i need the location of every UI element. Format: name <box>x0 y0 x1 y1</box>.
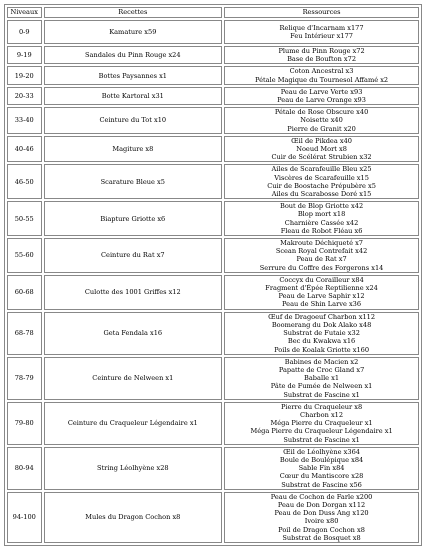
resource-item: Substrat de Fascine x1 <box>283 390 360 399</box>
resource-item: Noisette x40 <box>300 116 343 125</box>
recipe-cell: Ceinture du Rat x7 <box>44 238 223 273</box>
resource-item: Bec du Kwakwa x16 <box>287 337 356 346</box>
resource-item: Boule de Boulépique x84 <box>279 455 364 464</box>
recipe-cell: Kamature x59 <box>44 20 223 44</box>
recipe-cell: Sandales du Pinn Rouge x24 <box>44 46 223 64</box>
resource-item: Cœur du Mantiscore x28 <box>279 472 364 481</box>
resources-cell <box>224 357 419 400</box>
table-row <box>7 20 419 44</box>
resource-item: Ailes de Scarafeuille Bleu x25 <box>271 165 372 174</box>
level-cell: 94-100 <box>7 492 42 543</box>
level-cell: 20-33 <box>7 87 42 105</box>
resource-item: Papatte de Croc Gland x7 <box>278 365 365 374</box>
resource-item: Sable Fin x84 <box>298 464 345 473</box>
level-cell: 78-79 <box>7 357 42 400</box>
table-row <box>7 87 419 105</box>
resource-item: Pâte de Fumée de Nelween x1 <box>270 382 373 391</box>
resource-item: Pierre de Granit x20 <box>287 124 356 133</box>
table-row <box>7 275 419 310</box>
table-row <box>7 136 419 163</box>
table-row <box>7 238 419 273</box>
resource-item: Baballe x1 <box>304 374 340 383</box>
resource-item: Peau de Rat x7 <box>296 255 347 264</box>
resource-item: Bout de Blop Griotte x42 <box>279 202 364 211</box>
resources-cell <box>224 275 419 310</box>
resource-item: Fleau de Robot Fléau x6 <box>280 226 363 235</box>
resource-item: Substrat de Fascine x1 <box>283 435 360 444</box>
resource-item: Peau de Larve Saphir x12 <box>278 292 365 301</box>
table-row <box>7 201 419 236</box>
table-row <box>7 402 419 445</box>
resources-cell <box>224 107 419 134</box>
resource-item: Scean Royal Contrefait x42 <box>275 247 368 256</box>
recipe-cell: Geta Fendala x16 <box>44 312 223 355</box>
resources-cell <box>224 164 419 199</box>
resource-item: Méga Pierre du Craqueleur x1 <box>270 419 373 428</box>
level-cell: 40-46 <box>7 136 42 163</box>
level-cell: 19-20 <box>7 66 42 84</box>
resource-item: Babines de Macien x2 <box>284 357 359 366</box>
resource-item: Fragment d'Épée Reptilienne x24 <box>265 284 378 293</box>
resource-item: Œil de Pikdea x40 <box>291 136 352 145</box>
resource-item: Coton Ancestral x3 <box>289 67 354 76</box>
resource-item: Cuir de Scélérat Strubien x32 <box>271 153 372 162</box>
table-row <box>7 164 419 199</box>
resource-item: Peau de Larve Verte x93 <box>280 87 363 96</box>
level-cell: 80-94 <box>7 447 42 490</box>
resource-item: Pétale Magique du Tournesol Affamé x2 <box>254 75 389 84</box>
resource-item: Poils de Koalak Griotte x160 <box>274 345 370 354</box>
resource-item: Poil de Dragon Cochon x8 <box>278 525 365 534</box>
resource-item: Ailes du Scarabosse Doré x15 <box>271 190 372 199</box>
resource-item: Substrat de Futaie x32 <box>283 329 360 338</box>
table-row <box>7 107 419 134</box>
resources-cell <box>224 20 419 44</box>
resource-item: Pétale de Rose Obscure x40 <box>274 108 369 117</box>
header-recipes: Recettes <box>44 7 223 18</box>
resources-cell <box>224 201 419 236</box>
resource-item: Noeud Mort x8 <box>296 145 347 154</box>
level-cell: 50-55 <box>7 201 42 236</box>
resources-cell <box>224 402 419 445</box>
resource-item: Serrure du Coffre des Forgerons x14 <box>259 263 384 272</box>
resource-item: Peau de Larve Orange x93 <box>277 96 366 105</box>
recipes-table <box>4 4 422 546</box>
header-resources: Ressources <box>224 7 419 18</box>
table-body <box>7 20 419 543</box>
table-row <box>7 312 419 355</box>
table-row <box>7 46 419 64</box>
resource-item: Peau de Don Duss Ang x120 <box>274 509 369 518</box>
resource-item: Viscères de Scarafeuille x15 <box>274 173 369 182</box>
resource-item: Coccyx du Corailleur x84 <box>279 275 364 284</box>
resource-item: Ivoire x80 <box>304 517 339 526</box>
resource-item: Substrat de Fascine x56 <box>281 480 362 489</box>
resource-item: Relique d'Incarnam x177 <box>279 23 364 32</box>
level-cell: 55-60 <box>7 238 42 273</box>
recipe-cell: String Léolhyène x28 <box>44 447 223 490</box>
level-cell: 0-9 <box>7 20 42 44</box>
resource-item: Peau de Cochon de Farle x200 <box>270 492 373 501</box>
recipe-cell: Botte Kartoral x31 <box>44 87 223 105</box>
resource-item: Peau de Don Dorgan x112 <box>277 500 366 509</box>
resource-item: Pierre du Craqueleur x8 <box>280 402 363 411</box>
resources-cell <box>224 447 419 490</box>
table-row <box>7 357 419 400</box>
level-cell: 68-78 <box>7 312 42 355</box>
resource-item: Peau de Shin Larve x36 <box>282 300 362 309</box>
resources-cell <box>224 312 419 355</box>
recipe-cell: Mules du Dragon Cochon x8 <box>44 492 223 543</box>
resource-item: Feu Intérieur x177 <box>290 32 353 40</box>
level-cell: 60-68 <box>7 275 42 310</box>
resource-item: Plume du Pinn Rouge x72 <box>278 47 365 55</box>
level-cell: 79-80 <box>7 402 42 445</box>
recipe-cell: Ceinture du Tot x10 <box>44 107 223 134</box>
resources-cell <box>224 136 419 163</box>
resource-item: Cuir de Boostache Prépubère x5 <box>267 181 376 190</box>
level-cell: 33-40 <box>7 107 42 134</box>
header-levels: Niveaux <box>7 7 42 18</box>
recipe-cell: Biapture Griotte x6 <box>44 201 223 236</box>
resource-item: Charbon x12 <box>300 410 344 419</box>
resource-item: Substrat de Bosquet x8 <box>282 533 361 542</box>
resource-item: Méga Pierre du Craqueleur Légendaire x1 <box>250 427 393 436</box>
resource-item: Base de Boufton x72 <box>287 55 357 64</box>
recipe-cell: Scarature Bleue x5 <box>44 164 223 199</box>
recipe-cell: Bottes Paysannes x1 <box>44 66 223 84</box>
resource-item: Charnière Cassée x42 <box>284 218 359 227</box>
resource-item: Boomerang du Dok Alako x48 <box>271 320 372 329</box>
resource-item: Makroute Déchiqueté x7 <box>280 239 363 248</box>
resources-cell <box>224 492 419 543</box>
resource-item: Blop mort x18 <box>297 210 346 219</box>
table-header-row <box>7 7 419 18</box>
table-row <box>7 492 419 543</box>
level-cell: 46-50 <box>7 164 42 199</box>
level-cell: 9-19 <box>7 46 42 64</box>
table-row <box>7 447 419 490</box>
recipe-cell: Ceinture de Nelween x1 <box>44 357 223 400</box>
recipe-cell: Ceinture du Craqueleur Légendaire x1 <box>44 402 223 445</box>
table-row <box>7 66 419 84</box>
resources-cell <box>224 238 419 273</box>
resource-item: Œil de Léolhyène x364 <box>283 447 360 456</box>
recipe-cell: Magiture x8 <box>44 136 223 163</box>
resources-cell <box>224 87 419 105</box>
resources-cell <box>224 66 419 84</box>
resource-item: Œuf de Dragoeuf Charbon x112 <box>268 312 376 321</box>
resources-cell <box>224 46 419 64</box>
recipe-cell: Culotte des 1001 Griffes x12 <box>44 275 223 310</box>
